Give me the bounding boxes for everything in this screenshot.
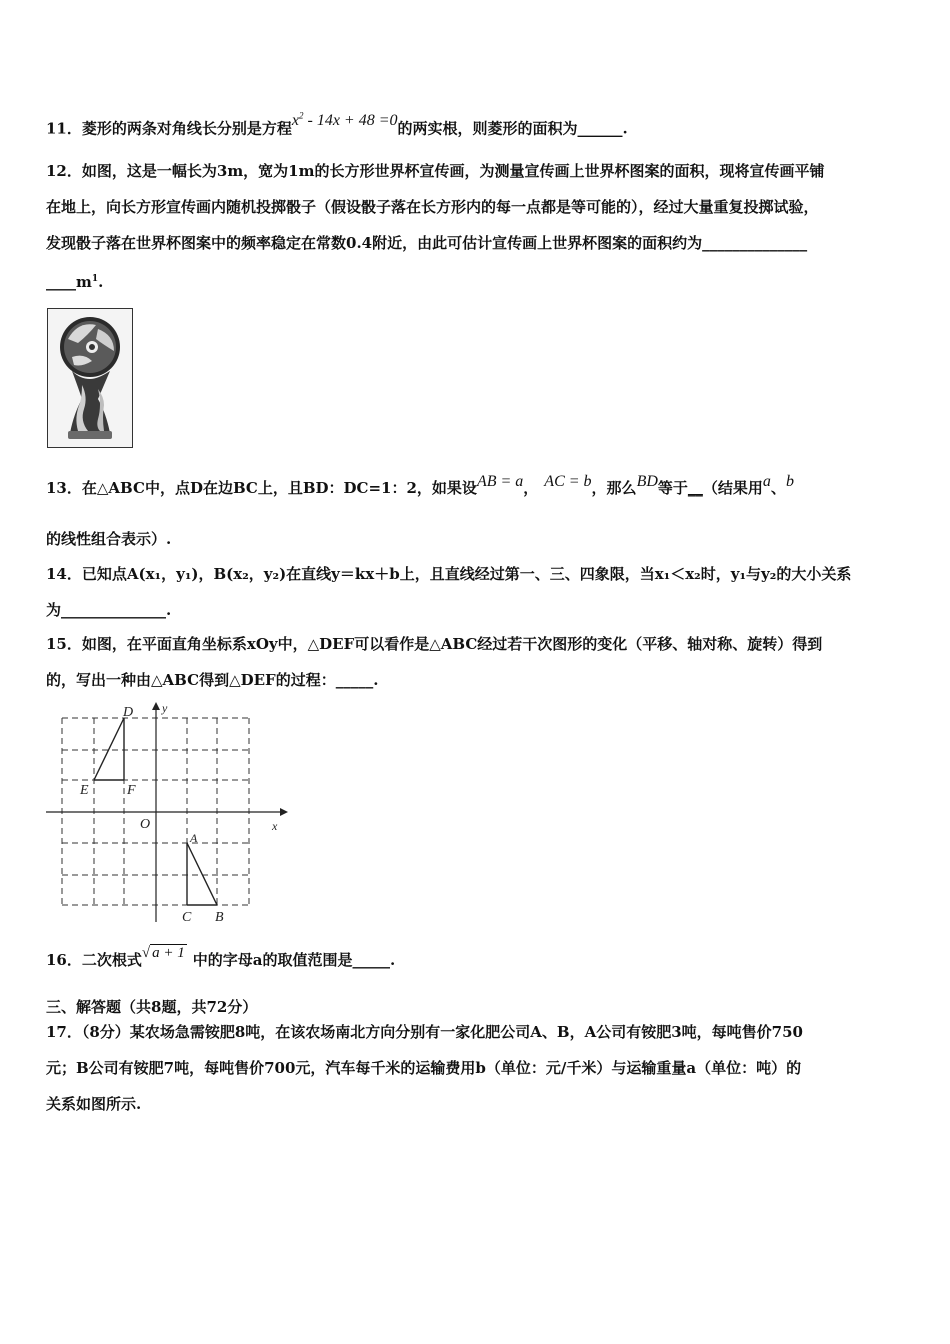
- coordinate-grid-figure: [44, 700, 294, 929]
- question-line: [46, 261, 906, 300]
- question-number: 14．: [46, 565, 82, 583]
- question-text: 如图，在平面直角坐标系xOy中，△DEF可以看作是△ABC经过若干次图形的变化（平移、轴对称、旋转）得到: [81, 635, 823, 653]
- question-13: [46, 470, 906, 557]
- equation-exponent: 2: [299, 111, 304, 121]
- variable-a: a: [762, 473, 771, 490]
- question-line: [46, 626, 906, 662]
- question-text: 如图，这是一幅长为3m，宽为1m的长方形世界杯宣传画，为测量宣传画上世界杯图案的面积，现将宣传画平铺: [81, 162, 825, 180]
- unit: m: [76, 273, 92, 291]
- label-b: B: [215, 910, 224, 925]
- question-12: [46, 153, 906, 300]
- label-e: E: [80, 783, 89, 798]
- world-cup-trophy-image: [47, 308, 133, 448]
- question-line: [46, 1014, 906, 1050]
- grid-svg: [44, 700, 294, 925]
- question-17: [46, 1014, 906, 1122]
- label-o: O: [140, 817, 151, 832]
- equation-variable: x: [291, 112, 299, 130]
- question-text: 二次根式: [81, 951, 142, 969]
- triangle-def: [94, 718, 124, 780]
- radical-sign-icon: √: [141, 945, 151, 961]
- vector-ab: AB = a: [476, 473, 524, 490]
- section-title: 三、解答题（共8题，共72分）: [46, 998, 258, 1016]
- question-text: 在△ABC中，点D在边BC上，且BD：DC=1：2，如果设: [81, 479, 477, 497]
- x-axis-arrow-icon: [280, 808, 288, 816]
- triangle-abc: [187, 843, 217, 905]
- answer-blank: __: [687, 479, 703, 497]
- y-axis-arrow-icon: [152, 702, 160, 710]
- answer-blank: ____: [46, 273, 76, 291]
- question-number: 11．: [46, 119, 82, 138]
- question-line: [46, 153, 906, 189]
- period: .: [98, 273, 104, 291]
- variable-b: b: [785, 473, 794, 490]
- question-15: [46, 626, 906, 698]
- question-11: [46, 106, 906, 147]
- question-14: [46, 556, 906, 628]
- question-line: 发现骰子落在世界杯图案中的频率稳定在常数0.4附近，由此可估计宣传画上世界杯图案的面积约为______________: [46, 234, 808, 252]
- question-line: 的线性组合表示）.: [46, 530, 172, 548]
- separator: ，: [523, 479, 539, 497]
- question-number: 13．: [46, 479, 82, 497]
- label-y: y: [162, 701, 168, 715]
- square-root-expression: [142, 935, 187, 971]
- label-c: C: [182, 910, 192, 925]
- question-line: 在地上，向长方形宣传画内随机投掷骰子（假设骰子落在长方形内的每一点都是等可能的），经过大量重复投掷试验，: [46, 198, 819, 216]
- separator: 、: [770, 479, 786, 497]
- question-line: [46, 556, 906, 592]
- question-number: 12．: [46, 162, 82, 180]
- question-text: 等于: [657, 479, 688, 497]
- vector-bd: BD: [636, 473, 658, 490]
- question-text: 菱形的两条对角线长分别是方程: [81, 119, 292, 138]
- question-text: （结果用: [702, 479, 763, 497]
- unit-exponent: 1: [91, 274, 99, 284]
- question-line: 为______________.: [46, 601, 172, 619]
- question-text-end: 的两实根，则菱形的面积为______.: [397, 119, 628, 138]
- question-line: 元；B公司有铵肥7吨，每吨售价700元，汽车每千米的运输费用b（单位：元/千米）与运输重量a（单位：吨）的: [46, 1059, 802, 1077]
- question-number: 17．: [46, 1023, 82, 1041]
- question-number: 15．: [46, 635, 82, 653]
- question-16: [46, 942, 906, 979]
- question-line: 关系如图所示.: [46, 1095, 142, 1113]
- question-line: 的，写出一种由△ABC得到△DEF的过程：_____.: [46, 671, 379, 689]
- label-d: D: [123, 705, 134, 720]
- trophy-icon: [48, 309, 132, 447]
- question-number: 16．: [46, 951, 82, 969]
- radicand: a + 1: [152, 945, 185, 961]
- label-a: A: [190, 831, 198, 845]
- label-x: x: [272, 819, 278, 833]
- equation: [292, 112, 398, 129]
- question-text: 已知点A(x₁，y₁)，B(x₂，y₂)在直线y＝kx＋b上，且直线经过第一、三、四象限，当x₁＜x₂时，y₁与y₂的大小关系: [81, 565, 852, 583]
- label-f: F: [127, 783, 136, 798]
- equation-rest: - 14x + 48 =0: [303, 112, 398, 130]
- vector-ac: AC = b: [544, 473, 592, 490]
- question-text: ，那么: [591, 479, 637, 497]
- question-text: （8分）某农场急需铵肥8吨，在该农场南北方向分别有一家化肥公司A、B，A公司有铵肥3吨，每吨售价750: [81, 1023, 803, 1041]
- question-text-end: 中的字母a的取值范围是_____.: [192, 951, 396, 969]
